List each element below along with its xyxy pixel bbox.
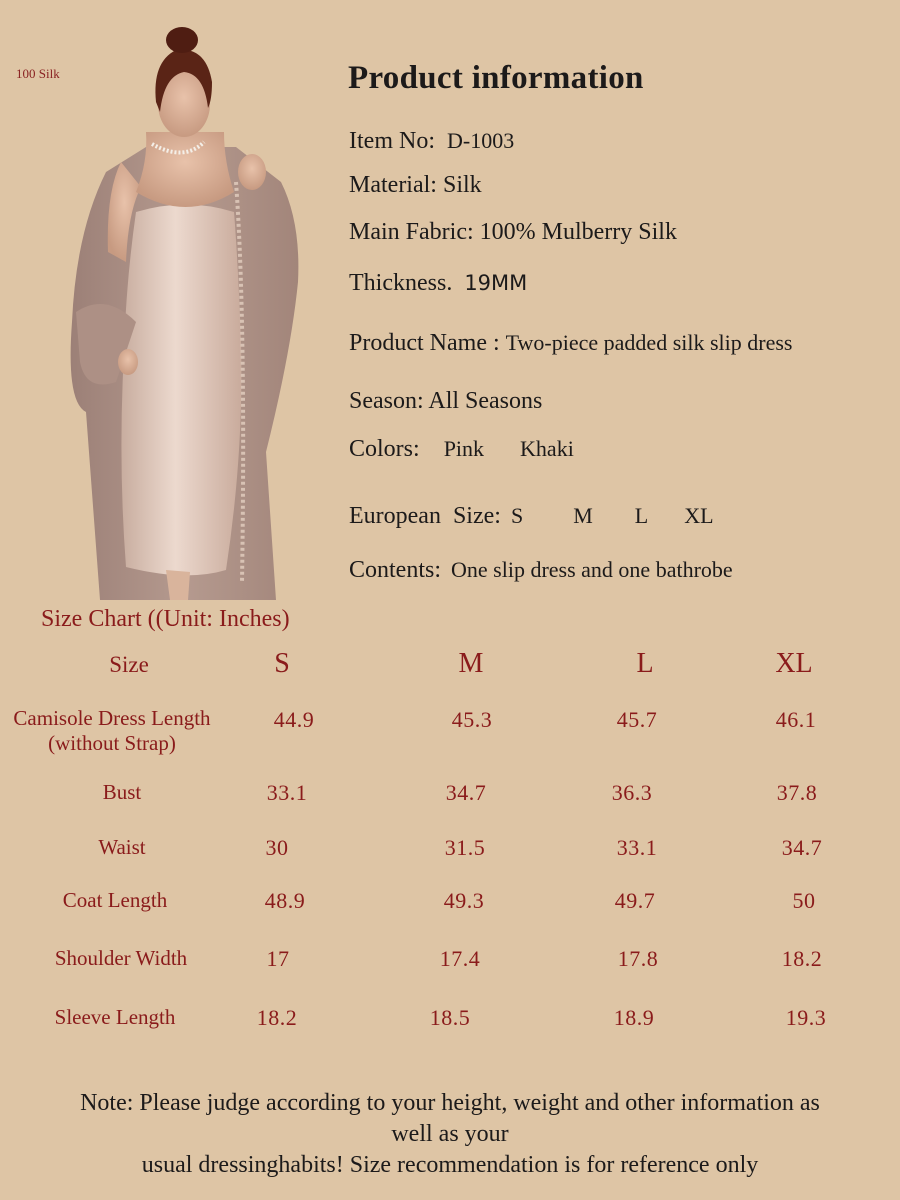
table-cell: 48.9 [264,888,306,913]
product-name-label: Product Name : [349,330,500,356]
contents-label: Contents: [349,557,442,583]
table-cell: 19.3 [785,1005,827,1030]
size-option-l: L [634,503,649,528]
row-label-waist: Waist [98,835,146,859]
row-sublabel-text: (without Strap) [48,731,176,755]
note-line-3: usual dressinghabits! Size recommendation is for reference only [141,1152,759,1178]
size-header-label: Size [109,652,149,677]
size-header-xl: XL [775,648,813,679]
color-option-pink: Pink [443,436,485,461]
table-cell: 33.1 [616,835,658,860]
table-cell: 17.8 [617,946,659,971]
product-info-title: Product information [348,60,644,96]
table-cell: 30 [265,835,289,860]
size-chart-title: Size Chart ((Unit: Inches) [41,606,290,632]
size-header-l: L [636,648,654,679]
size-option-m: M [573,503,593,528]
size-note [0,1088,900,1181]
item-no-value: D-1003 [446,128,515,153]
table-cell: 33.1 [266,780,308,805]
thickness-value: 19MM [464,271,528,295]
size-option-s: S [510,503,524,528]
table-cell: 44.9 [273,707,315,732]
table-cell: 49.3 [443,888,485,913]
table-cell: 46.1 [775,707,817,732]
row-label-text: Camisole Dress Length [13,706,211,730]
note-line-1: Note: Please judge according to your height, weight and other information as [80,1090,820,1116]
row-label-coat-length: Coat Length [62,888,168,912]
material-value: Silk [442,172,482,198]
main-fabric-value: 100% Mulberry Silk [479,219,677,245]
table-cell: 36.3 [611,780,653,805]
european-size-label: European Size: [349,503,501,529]
contents-value: One slip dress and one bathrobe [451,557,733,582]
table-cell: 18.2 [781,946,823,971]
silk-badge: 100 Silk [16,66,60,81]
size-header-s: S [274,648,290,679]
table-cell: 17.4 [439,946,481,971]
row-label-shoulder-width: Shoulder Width [54,946,188,970]
table-cell: 37.8 [776,780,818,805]
material-label: Material: [349,172,437,198]
color-option-khaki: Khaki [520,436,574,461]
main-fabric-label: Main Fabric: [349,219,474,245]
season-value: All Seasons [428,388,543,414]
table-cell: 34.7 [445,780,487,805]
thickness-label: Thickness. [349,270,453,296]
colors-label: Colors: [349,436,420,462]
table-cell: 18.9 [613,1005,655,1030]
row-label-camisole-dress-length [13,706,210,756]
season-label: Season: [349,388,424,414]
table-cell: 45.7 [616,707,658,732]
item-no-label: Item No: [349,128,435,154]
table-cell: 34.7 [781,835,823,860]
table-cell: 45.3 [451,707,493,732]
table-cell: 31.5 [444,835,486,860]
product-name-value: Two-piece padded silk slip dress [505,330,793,355]
table-cell: 17 [266,946,290,971]
table-cell: 18.2 [256,1005,298,1030]
row-label-bust: Bust [102,780,142,804]
size-option-xl: XL [684,503,714,528]
table-cell: 18.5 [429,1005,471,1030]
note-line-2: well as your [391,1121,509,1147]
size-header-m: M [458,648,484,679]
table-cell: 50 [792,888,816,913]
row-label-sleeve-length: Sleeve Length [54,1005,176,1029]
table-cell: 49.7 [614,888,656,913]
